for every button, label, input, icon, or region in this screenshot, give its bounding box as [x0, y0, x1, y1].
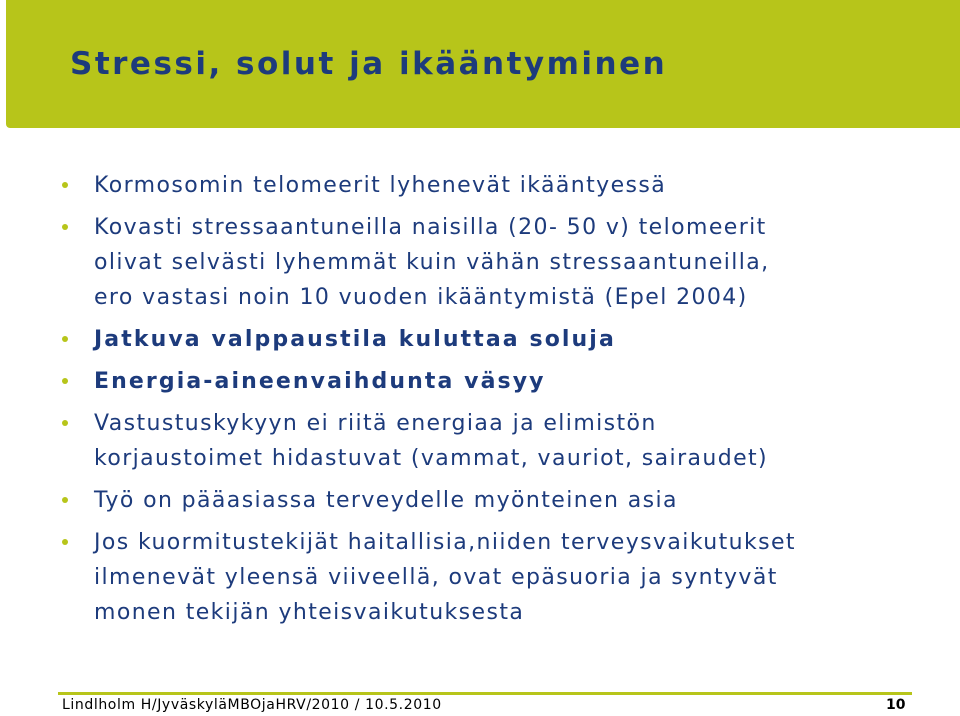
- bullet-item: [62, 168, 942, 203]
- bullet-line: Jatkuva valppaustila kuluttaa soluja: [94, 327, 616, 352]
- bullet-dot-icon: [62, 182, 68, 188]
- bullet-line: olivat selvästi lyhemmät kuin vähän stressaantuneilla,: [94, 250, 770, 275]
- bullet-list: [62, 168, 942, 637]
- bullet-item: [62, 483, 942, 518]
- bullet-item: [62, 210, 942, 315]
- title-band: [6, 0, 960, 128]
- bullet-dot-icon: [62, 420, 68, 426]
- bullet-line: Energia-aineenvaihdunta väsyy: [94, 369, 546, 394]
- bullet-item: [62, 406, 942, 476]
- bullet-line: monen tekijän yhteisvaikutuksesta: [94, 600, 525, 625]
- bullet-line: Kormosomin telomeerit lyhenevät ikääntyessä: [94, 173, 667, 198]
- bullet-dot-icon: [62, 224, 68, 230]
- footer-text: Lindlholm H/JyväskyläMBOjaHRV/2010 / 10.5.2010: [62, 697, 442, 713]
- bullet-line: Työ on pääasiassa terveydelle myönteinen asia: [94, 488, 678, 513]
- bullet-line: ero vastasi noin 10 vuoden ikääntymistä (Epel 2004): [94, 285, 748, 310]
- page-number: 10: [886, 697, 906, 713]
- slide-title: Stressi, solut ja ikääntyminen: [70, 46, 668, 82]
- bullet-item: [62, 322, 942, 357]
- footer-divider: [58, 692, 912, 695]
- bullet-item: [62, 525, 942, 630]
- bullet-dot-icon: [62, 539, 68, 545]
- bullet-dot-icon: [62, 378, 68, 384]
- bullet-line: korjaustoimet hidastuvat (vammat, vauriot, sairaudet): [94, 446, 769, 471]
- bullet-line: Jos kuormitustekijät haitallisia,niiden terveysvaikutukset: [94, 530, 796, 555]
- bullet-line: Vastustuskykyyn ei riitä energiaa ja elimistön: [94, 411, 657, 436]
- bullet-line: Kovasti stressaantuneilla naisilla (20- 50 v) telomeerit: [94, 215, 767, 240]
- bullet-line: ilmenevät yleensä viiveellä, ovat epäsuoria ja syntyvät: [94, 565, 778, 590]
- bullet-item: [62, 364, 942, 399]
- bullet-dot-icon: [62, 336, 68, 342]
- bullet-dot-icon: [62, 497, 68, 503]
